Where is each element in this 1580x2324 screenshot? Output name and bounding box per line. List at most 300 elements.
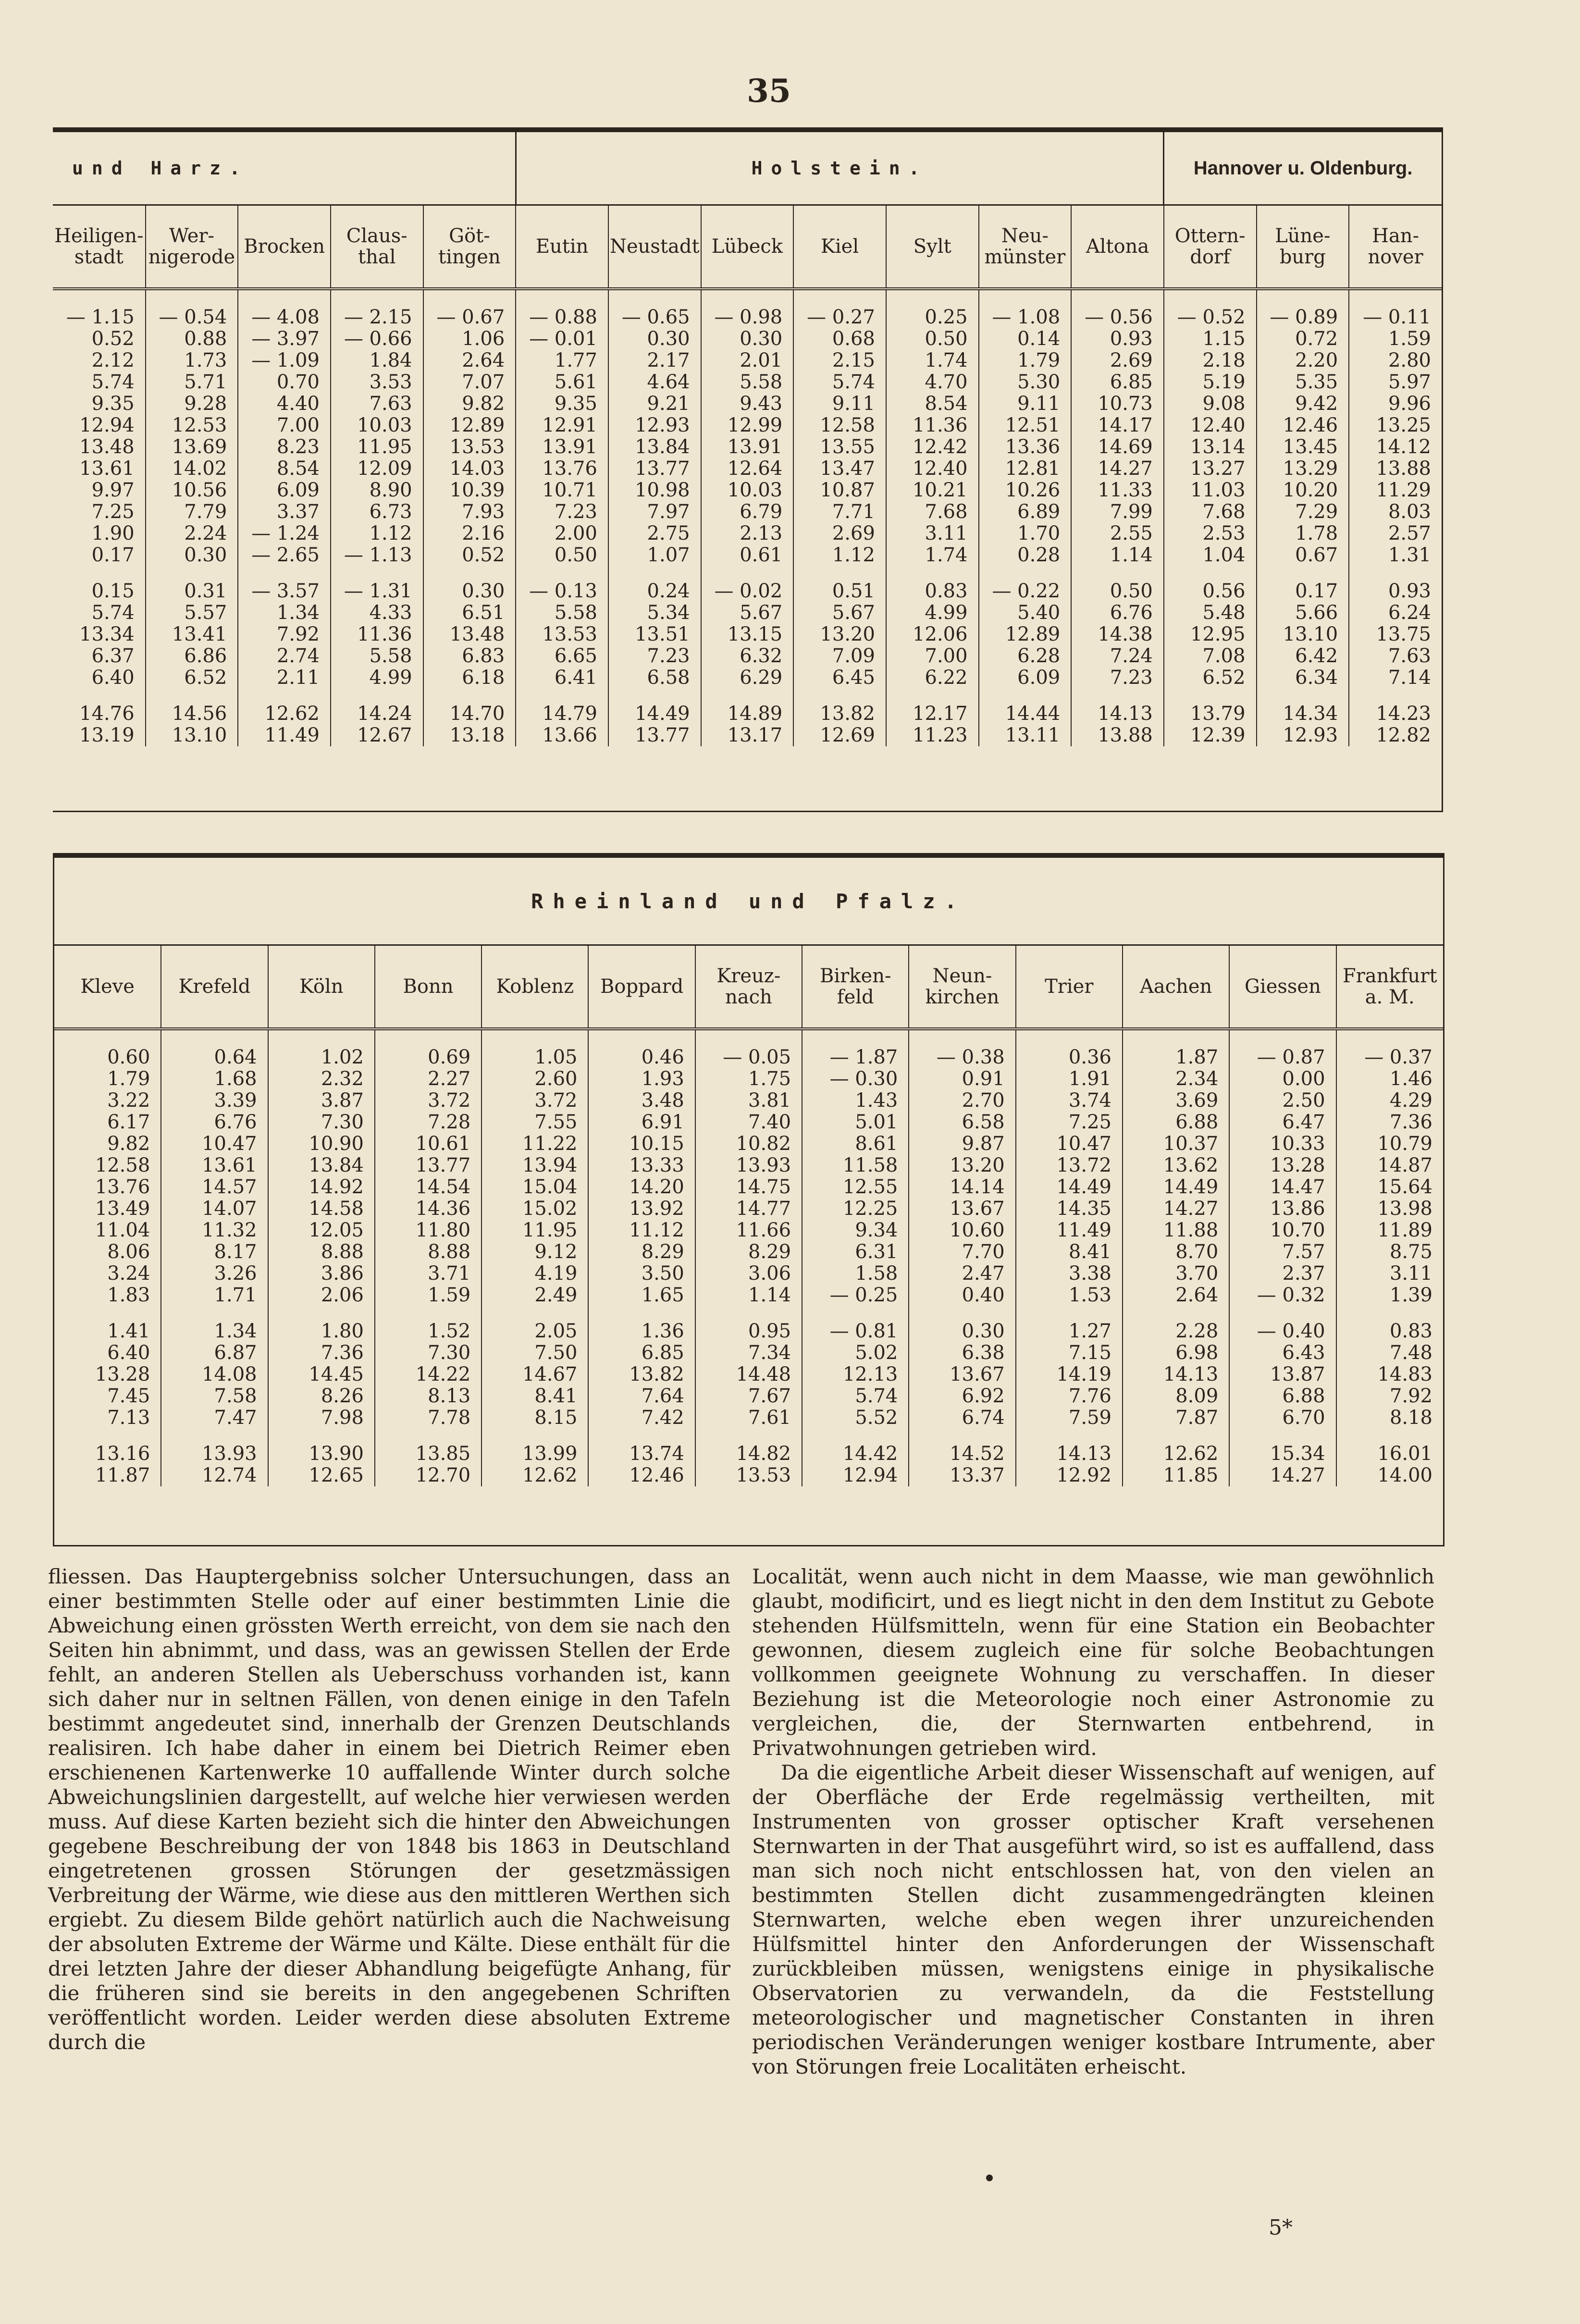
table-cell: 1.39 <box>1389 1284 1432 1306</box>
column-header: Kleve <box>54 945 161 1029</box>
table-cell: 0.36 <box>1068 1046 1111 1068</box>
table-cell: 6.73 <box>369 501 412 523</box>
table-cell: 6.40 <box>107 1342 150 1364</box>
table-cell: 2.28 <box>1175 1320 1219 1342</box>
column-header: Neustadt <box>608 205 701 289</box>
table-cell: 11.23 <box>913 724 968 746</box>
table-cell: 4.70 <box>925 371 968 393</box>
table-cell: 7.92 <box>1389 1385 1432 1407</box>
table-cell: 13.28 <box>95 1363 150 1385</box>
table-cell: — 3.97 <box>251 328 320 350</box>
table-cell: 10.87 <box>820 479 875 501</box>
table-cell: 7.67 <box>748 1385 791 1407</box>
table-cell: 1.12 <box>369 522 412 544</box>
table-cell: 2.47 <box>962 1262 1005 1285</box>
column-header: Heiligen- stadt <box>53 205 146 289</box>
table-cell: 13.93 <box>202 1443 257 1465</box>
table-cell: 13.88 <box>1098 724 1153 746</box>
table-cell: 11.95 <box>522 1219 578 1241</box>
table-cell: 8.26 <box>321 1385 364 1407</box>
table-cell: 1.05 <box>534 1046 578 1068</box>
table-cell: 14.23 <box>1376 703 1431 725</box>
data-column <box>1164 289 1257 746</box>
table-cell: 6.24 <box>1388 602 1431 624</box>
table-cell: 10.03 <box>727 479 783 501</box>
table-cell: 2.20 <box>1295 349 1338 371</box>
table-cell: 1.75 <box>748 1068 791 1090</box>
table-cell: 11.58 <box>842 1154 898 1176</box>
table-cell: 13.53 <box>542 623 597 645</box>
data-column <box>331 289 423 746</box>
table-cell: 11.12 <box>629 1219 684 1241</box>
table-cell: 1.71 <box>214 1284 257 1306</box>
table-cell: 10.03 <box>357 414 412 436</box>
column-header: Giessen <box>1229 945 1336 1029</box>
table-cell: 14.87 <box>1377 1154 1432 1176</box>
table-cell: 5.58 <box>740 371 783 393</box>
table-cell: 3.22 <box>107 1089 150 1112</box>
table-cell: 7.78 <box>428 1407 471 1429</box>
table-cell: 11.49 <box>264 724 320 746</box>
table-cell: 6.88 <box>1175 1111 1219 1133</box>
table-cell: 1.70 <box>1017 522 1061 544</box>
table-cell: 2.01 <box>740 349 783 371</box>
data-column <box>1123 1029 1229 1486</box>
table-cell: 9.96 <box>1388 393 1431 415</box>
table-cell: 7.23 <box>647 645 690 667</box>
table-cell: 7.23 <box>554 501 597 523</box>
table-cell: 0.14 <box>1017 328 1061 350</box>
table-cell: 5.58 <box>369 645 412 667</box>
table-cell: 13.66 <box>542 724 597 746</box>
table-cell: 14.82 <box>736 1443 791 1465</box>
column-header: Aachen <box>1123 945 1229 1029</box>
table-cell: 7.79 <box>184 501 227 523</box>
table-cell: 6.42 <box>1295 645 1338 667</box>
table-cell: 13.87 <box>1270 1363 1325 1385</box>
table-cell: — 1.31 <box>344 580 412 602</box>
data-column <box>146 289 238 746</box>
table-cell: 5.67 <box>740 602 783 624</box>
column-header: Koblenz <box>481 945 588 1029</box>
table-cell: 11.49 <box>1056 1219 1111 1241</box>
table-title: Rheinland und Pfalz. <box>54 858 1443 945</box>
table-cell: 7.13 <box>107 1407 150 1429</box>
table-cell: 13.17 <box>727 724 783 746</box>
table-cell: 6.86 <box>184 645 227 667</box>
table-cell: 13.67 <box>950 1198 1005 1220</box>
table-cell: 0.46 <box>641 1046 684 1068</box>
table-cell: 6.17 <box>107 1111 150 1133</box>
table-cell: 12.93 <box>635 414 690 436</box>
table-rheinland-pfalz <box>53 853 1444 1546</box>
table-cell: 0.30 <box>184 544 227 566</box>
table-cell: 14.12 <box>1376 436 1431 458</box>
table-cell: 7.57 <box>1282 1241 1325 1263</box>
table-cell: 3.37 <box>276 501 320 523</box>
table-cell: 8.18 <box>1389 1407 1432 1429</box>
table-cell: 5.67 <box>832 602 875 624</box>
table-cell: 5.30 <box>1017 371 1061 393</box>
table-cell: 9.87 <box>962 1133 1005 1155</box>
table-cell: 15.04 <box>522 1176 578 1198</box>
table-cell: 13.86 <box>1270 1198 1325 1220</box>
table-cell: 14.47 <box>1270 1176 1325 1198</box>
table-cell: 5.02 <box>855 1342 898 1364</box>
data-column <box>481 1029 588 1486</box>
table-cell: 14.20 <box>629 1176 684 1198</box>
table-cell: 12.05 <box>309 1219 364 1241</box>
table-cell: 14.13 <box>1163 1363 1219 1385</box>
table-cell: — 0.67 <box>436 306 505 328</box>
table-cell: 12.62 <box>522 1464 578 1486</box>
table-cell: 14.48 <box>736 1363 791 1385</box>
table-cell: 13.19 <box>79 724 135 746</box>
table-cell: 14.57 <box>202 1176 257 1198</box>
table-cell: 2.00 <box>554 522 597 544</box>
column-header: Brocken <box>238 205 331 289</box>
table-cell: 14.13 <box>1098 703 1153 725</box>
table-cell: 8.09 <box>1175 1385 1219 1407</box>
table-cell: 11.95 <box>357 436 412 458</box>
table-cell: 6.37 <box>91 645 135 667</box>
table-cell: 9.21 <box>647 393 690 415</box>
table-cell: 0.64 <box>214 1046 257 1068</box>
table-cell: 1.15 <box>1202 328 1246 350</box>
data-column <box>701 289 794 746</box>
column-header: Wer- nigerode <box>146 205 238 289</box>
table-cell: — 0.32 <box>1257 1284 1325 1306</box>
table-cell: 14.77 <box>736 1198 791 1220</box>
table-cell: 13.55 <box>820 436 875 458</box>
table-cell: 1.02 <box>321 1046 364 1068</box>
table-cell: 2.64 <box>1175 1284 1219 1306</box>
table-cell: 8.61 <box>855 1133 898 1155</box>
table-cell: 14.34 <box>1283 703 1338 725</box>
table-cell: 14.45 <box>309 1363 364 1385</box>
table-cell: 10.73 <box>1098 393 1153 415</box>
table-cell: 13.74 <box>629 1443 684 1465</box>
table-cell: 3.81 <box>748 1089 791 1112</box>
table-cell: 14.79 <box>542 703 597 725</box>
table-cell: 7.40 <box>748 1111 791 1133</box>
table-cell: 13.37 <box>950 1464 1005 1486</box>
table-cell: 13.82 <box>820 703 875 725</box>
table-cell: 11.36 <box>913 414 968 436</box>
column-header: Lübeck <box>701 205 794 289</box>
table-cell: 14.38 <box>1098 623 1153 645</box>
table-cell: 6.70 <box>1282 1407 1325 1429</box>
table-cell: 13.25 <box>1376 414 1431 436</box>
table-cell: 3.53 <box>369 371 412 393</box>
table-cell: 10.39 <box>449 479 505 501</box>
table-cell: 12.46 <box>629 1464 684 1486</box>
table-cell: — 3.57 <box>251 580 320 602</box>
column-header: Kreuz- nach <box>695 945 802 1029</box>
table-cell: 14.03 <box>449 457 505 480</box>
table-cell: — 0.81 <box>829 1320 898 1342</box>
data-column <box>909 1029 1015 1486</box>
table-cell: — 0.40 <box>1257 1320 1325 1342</box>
table-cell: 10.15 <box>629 1133 684 1155</box>
table-cell: 11.33 <box>1098 479 1153 501</box>
table-cell: 2.53 <box>1202 522 1246 544</box>
table-cell: 6.28 <box>1017 645 1061 667</box>
table-cell: 10.26 <box>1005 479 1061 501</box>
table-cell: 0.61 <box>740 544 783 566</box>
table-cell: 8.88 <box>428 1241 471 1263</box>
table-cell: 1.65 <box>641 1284 684 1306</box>
table-cell: 8.41 <box>534 1385 578 1407</box>
table-cell: 13.14 <box>1190 436 1246 458</box>
table-cell: 10.20 <box>1283 479 1338 501</box>
table-cell: 10.60 <box>950 1219 1005 1241</box>
table-cell: 12.94 <box>842 1464 898 1486</box>
table-cell: 0.52 <box>91 328 135 350</box>
data-column <box>516 289 608 746</box>
table-cell: 3.74 <box>1068 1089 1111 1112</box>
table-cell: 13.91 <box>727 436 783 458</box>
table-cell: 9.35 <box>91 393 135 415</box>
table-cell: — 0.25 <box>829 1284 898 1306</box>
table-cell: 12.93 <box>1283 724 1338 746</box>
table-cell: 5.74 <box>91 602 135 624</box>
table-cell: 2.13 <box>740 522 783 544</box>
table-cell: 3.26 <box>214 1262 257 1285</box>
table-cell: 13.76 <box>542 457 597 480</box>
table-cell: 7.14 <box>1388 667 1431 689</box>
table-cell: 4.99 <box>925 602 968 624</box>
table-cell: 3.48 <box>641 1089 684 1112</box>
table-cell: 6.31 <box>855 1241 898 1263</box>
table-cell: 0.17 <box>91 544 135 566</box>
table-cell: 11.66 <box>736 1219 791 1241</box>
table-cell: 6.43 <box>1282 1342 1325 1364</box>
table-cell: 13.10 <box>1283 623 1338 645</box>
table-cell: 13.88 <box>1376 457 1431 480</box>
table-cell: 1.04 <box>1202 544 1246 566</box>
table-cell: 6.22 <box>925 667 968 689</box>
table-cell: 5.66 <box>1295 602 1338 624</box>
table-cell: 8.88 <box>321 1241 364 1263</box>
table-cell: 1.84 <box>369 349 412 371</box>
table-cell: 12.82 <box>1376 724 1431 746</box>
table-cell: 8.13 <box>428 1385 471 1407</box>
table-cell: 12.58 <box>95 1154 150 1176</box>
table-cell: 14.19 <box>1056 1363 1111 1385</box>
table-cell: 9.35 <box>554 393 597 415</box>
table-cell: 7.48 <box>1389 1342 1432 1364</box>
table-cell: 6.45 <box>832 667 875 689</box>
table-cell: 3.69 <box>1175 1089 1219 1112</box>
table-cell: 4.29 <box>1389 1089 1432 1112</box>
column-header: Köln <box>268 945 375 1029</box>
table-cell: 1.87 <box>1175 1046 1219 1068</box>
table-cell: 0.24 <box>647 580 690 602</box>
column-header: Göt- tingen <box>423 205 516 289</box>
table-cell: 8.29 <box>748 1241 791 1263</box>
table-cell: 6.85 <box>1110 371 1153 393</box>
table-cell: 1.59 <box>428 1284 471 1306</box>
table-cell: 14.52 <box>950 1443 1005 1465</box>
table-cell: 3.72 <box>534 1089 578 1112</box>
table-cell: 14.00 <box>1377 1464 1432 1486</box>
table-cell: 14.89 <box>727 703 783 725</box>
table-cell: 0.69 <box>428 1046 471 1068</box>
table-cell: 0.30 <box>462 580 505 602</box>
table-cell: 8.15 <box>534 1407 578 1429</box>
table-cell: 7.50 <box>534 1342 578 1364</box>
table-cell: 13.99 <box>522 1443 578 1465</box>
table-cell: 13.67 <box>950 1363 1005 1385</box>
table-cell: 11.22 <box>522 1133 578 1155</box>
column-header: Sylt <box>886 205 979 289</box>
table-cell: 10.90 <box>309 1133 364 1155</box>
table-cell: 10.47 <box>202 1133 257 1155</box>
column-header: Lüne- burg <box>1257 205 1349 289</box>
table-cell: 13.51 <box>635 623 690 645</box>
table-cell: 13.47 <box>820 457 875 480</box>
data-column <box>423 289 516 746</box>
table-cell: 13.10 <box>172 724 227 746</box>
table-cell: 0.83 <box>1389 1320 1432 1342</box>
table-cell: 2.27 <box>428 1068 471 1090</box>
table-cell: 0.50 <box>554 544 597 566</box>
table-cell: 1.52 <box>428 1320 471 1342</box>
table-cell: 2.17 <box>647 349 690 371</box>
table-cell: 14.22 <box>415 1363 471 1385</box>
table-cell: 0.50 <box>925 328 968 350</box>
table-cell: 12.64 <box>727 457 783 480</box>
table-cell: 2.15 <box>832 349 875 371</box>
table-cell: 14.49 <box>635 703 690 725</box>
table-cell: 0.72 <box>1295 328 1338 350</box>
table-cell: 9.11 <box>832 393 875 415</box>
table-cell: 14.54 <box>415 1176 471 1198</box>
table-cell: 1.77 <box>554 349 597 371</box>
table-cell: 13.15 <box>727 623 783 645</box>
table-cell: 1.79 <box>107 1068 150 1090</box>
table-cell: 0.56 <box>1202 580 1246 602</box>
table-cell: 8.41 <box>1068 1241 1111 1263</box>
data-column <box>1257 289 1349 746</box>
signature-mark: 5* <box>1269 2215 1293 2240</box>
table-cell: 7.45 <box>107 1385 150 1407</box>
table-cell: 15.64 <box>1377 1176 1432 1198</box>
table-cell: 0.15 <box>91 580 135 602</box>
table-cell: 0.30 <box>962 1320 1005 1342</box>
region-header: Holstein. <box>516 132 1164 205</box>
table-cell: 2.06 <box>321 1284 364 1306</box>
table-cell: 1.34 <box>214 1320 257 1342</box>
data-column <box>53 289 146 746</box>
table-cell: 4.64 <box>647 371 690 393</box>
table-cell: 7.76 <box>1068 1385 1111 1407</box>
table-cell: 13.77 <box>635 724 690 746</box>
table-cell: 2.49 <box>534 1284 578 1306</box>
table-cell: 1.90 <box>91 522 135 544</box>
table-cell: 14.76 <box>79 703 135 725</box>
table-cell: 5.71 <box>184 371 227 393</box>
table-cell: 7.68 <box>1202 501 1246 523</box>
table-cell: 13.82 <box>629 1363 684 1385</box>
table-cell: 7.63 <box>369 393 412 415</box>
table-cell: — 0.37 <box>1364 1046 1432 1068</box>
table-cell: 14.67 <box>522 1363 578 1385</box>
data-column <box>793 289 886 746</box>
table-cell: 5.48 <box>1202 602 1246 624</box>
table-cell: 7.61 <box>748 1407 791 1429</box>
table-cell: 11.36 <box>357 623 412 645</box>
table-cell: — 0.30 <box>829 1068 898 1090</box>
table-cell: 15.02 <box>522 1198 578 1220</box>
table-cell: 1.07 <box>647 544 690 566</box>
table-cell: 13.79 <box>1190 703 1246 725</box>
data-column <box>1229 1029 1336 1486</box>
table-cell: 12.89 <box>1005 623 1061 645</box>
table-cell: 12.67 <box>357 724 412 746</box>
table-cell: 12.62 <box>264 703 320 725</box>
table-cell: 7.87 <box>1175 1407 1219 1429</box>
table-cell: 1.34 <box>276 602 320 624</box>
table-cell: 1.53 <box>1068 1284 1111 1306</box>
table-cell: 8.17 <box>214 1241 257 1263</box>
table-cell: 3.24 <box>107 1262 150 1285</box>
table-cell: 6.74 <box>962 1407 1005 1429</box>
table-cell: 3.70 <box>1175 1262 1219 1285</box>
table-cell: 6.52 <box>1202 667 1246 689</box>
table-cell: 12.09 <box>357 457 412 480</box>
table-cell: 10.21 <box>913 479 968 501</box>
table-cell: 7.68 <box>925 501 968 523</box>
table-cell: — 1.15 <box>66 306 135 328</box>
table-cell: 3.06 <box>748 1262 791 1285</box>
column-header: Birken- feld <box>802 945 909 1029</box>
table-cell: — 0.38 <box>936 1046 1005 1068</box>
table-cell: 5.61 <box>554 371 597 393</box>
table-cell: 0.17 <box>1295 580 1338 602</box>
table-cell: 7.09 <box>832 645 875 667</box>
table-cell: 10.33 <box>1270 1133 1325 1155</box>
table-cell: 9.28 <box>184 393 227 415</box>
data-column <box>1016 1029 1123 1486</box>
table-cell: 1.46 <box>1389 1068 1432 1090</box>
table-cell: 8.70 <box>1175 1241 1219 1263</box>
table-cell: 1.74 <box>925 544 968 566</box>
page-number: 35 <box>747 72 791 110</box>
table-cell: 7.64 <box>641 1385 684 1407</box>
table-cell: 12.89 <box>449 414 505 436</box>
table-cell: 6.92 <box>962 1385 1005 1407</box>
table-cell: 12.40 <box>913 457 968 480</box>
table-cell: 6.41 <box>554 667 597 689</box>
table-cell: 3.11 <box>1389 1262 1432 1285</box>
table-cell: 15.34 <box>1270 1443 1325 1465</box>
table-cell: 6.76 <box>214 1111 257 1133</box>
table-cell: 6.58 <box>647 667 690 689</box>
table-cell: 9.12 <box>534 1241 578 1263</box>
table-cell: 5.97 <box>1388 371 1431 393</box>
column-header: Ottern- dorf <box>1164 205 1257 289</box>
data-column <box>886 289 979 746</box>
table-cell: 2.64 <box>462 349 505 371</box>
table-cell: 13.61 <box>79 457 135 480</box>
table-cell: 14.13 <box>1056 1443 1111 1465</box>
table-cell: 1.83 <box>107 1284 150 1306</box>
table-cell: 7.71 <box>832 501 875 523</box>
table-cell: 3.86 <box>321 1262 364 1285</box>
table-cell: 13.53 <box>449 436 505 458</box>
